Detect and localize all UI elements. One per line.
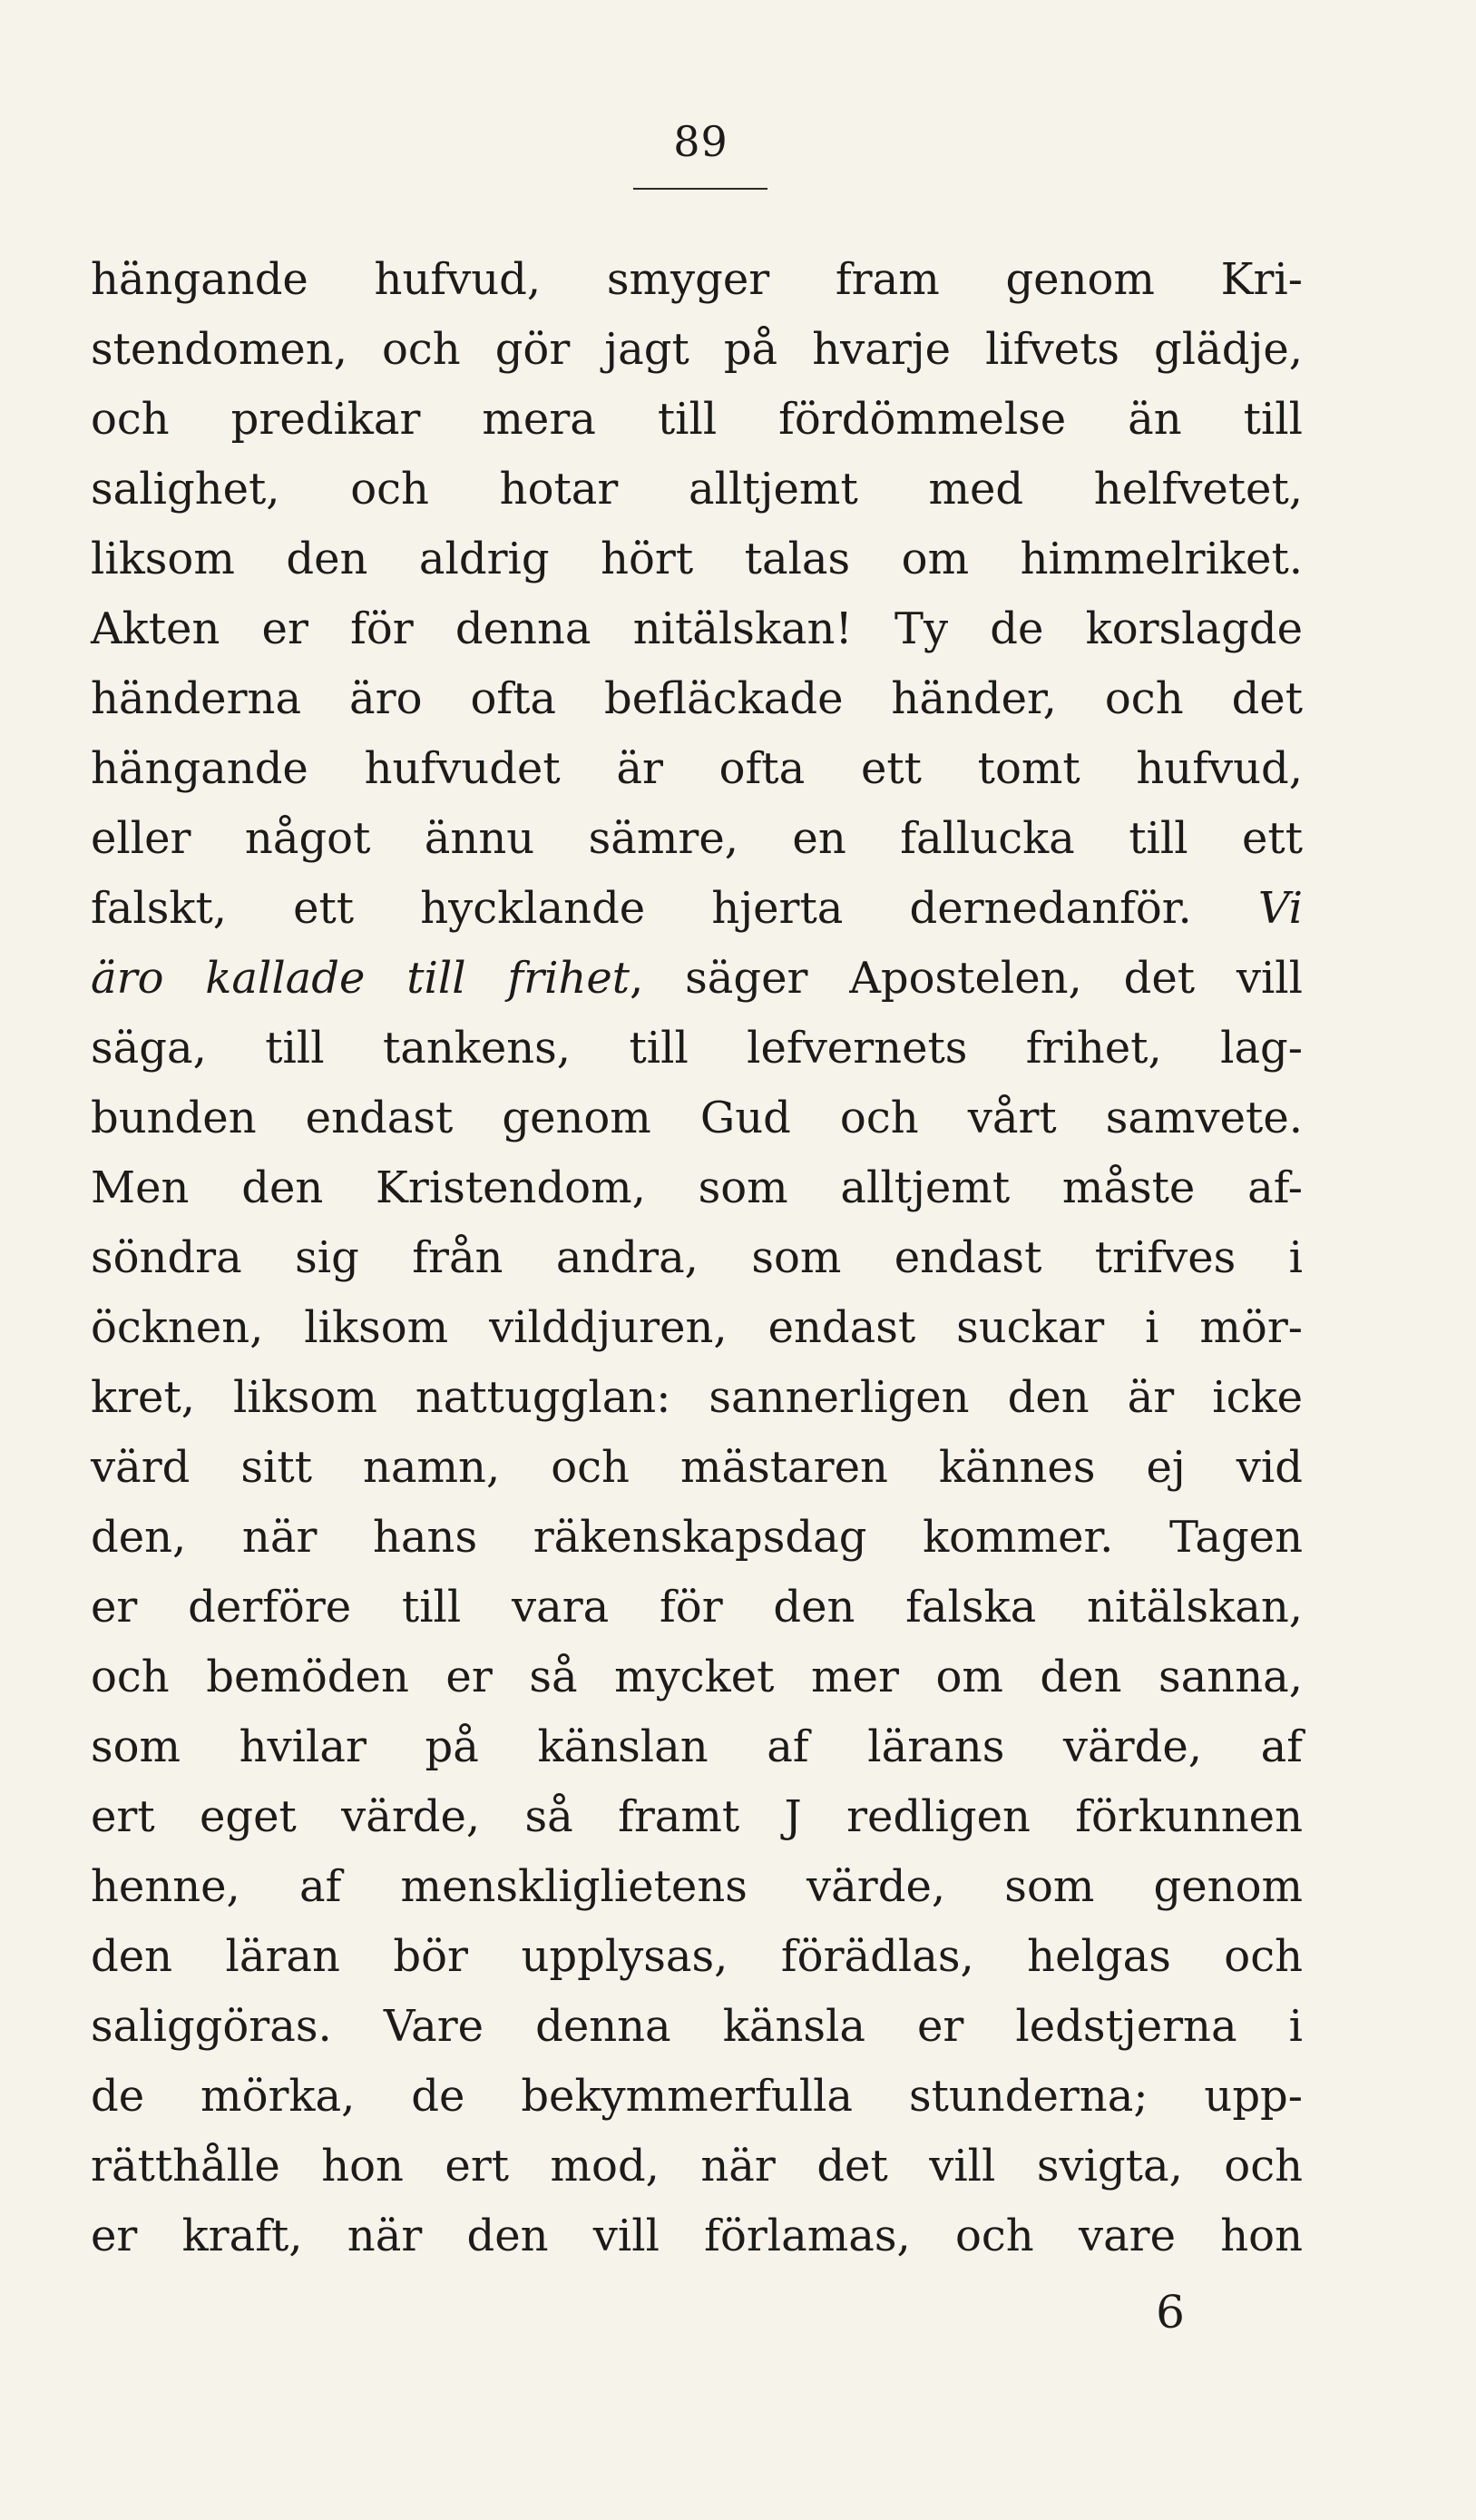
- text-segment: stendomen, och gör jagt på hvarje lifvets glädje,: [91, 324, 1303, 375]
- body-text: [91, 245, 1303, 2271]
- text-line: [91, 455, 1303, 525]
- text-line: [91, 1153, 1303, 1223]
- text-segment: er derföre till vara för den falska nitälskan,: [91, 1582, 1303, 1633]
- text-line: [91, 245, 1303, 315]
- text-line: [91, 1503, 1303, 1573]
- text-line: [91, 1922, 1303, 1992]
- text-segment: Akten er för denna nitälskan! Ty de korslagde: [91, 603, 1303, 654]
- text-line: [91, 1433, 1303, 1503]
- text-segment: saliggöras. Vare denna känsla er ledstjerna i: [91, 2001, 1303, 2052]
- text-segment: värd sitt namn, och mästaren kännes ej vid: [91, 1442, 1303, 1493]
- text-line: [91, 1782, 1303, 1852]
- text-segment: och bemöden er så mycket mer om den sanna,: [91, 1652, 1303, 1702]
- text-segment: hängande hufvudet är ofta ett tomt hufvud,: [91, 743, 1303, 794]
- text-segment: söndra sig från andra, som endast trifves i: [91, 1232, 1303, 1283]
- text-segment: Men den Kristendom, som alltjemt måste af-: [91, 1162, 1303, 1213]
- text-line: [91, 1852, 1303, 1922]
- text-segment: , säger Apostelen, det vill: [630, 953, 1303, 1004]
- signature-mark: 6: [1156, 2286, 1185, 2339]
- text-segment: eller något ännu sämre, en fallucka till ett: [91, 813, 1303, 864]
- text-line: [91, 2132, 1303, 2201]
- text-line: [91, 385, 1303, 455]
- text-segment: henne, af menskliglietens värde, som genom: [91, 1861, 1303, 1912]
- italic-text: Vi: [1257, 883, 1303, 934]
- text-segment: rätthålle hon ert mod, när det vill svigta, och: [91, 2141, 1303, 2192]
- text-segment: ert eget värde, så framt J redligen förkunnen: [91, 1791, 1303, 1842]
- text-line: [91, 1084, 1303, 1153]
- text-line: [91, 734, 1303, 804]
- text-line: [91, 1712, 1303, 1782]
- text-line: [91, 2062, 1303, 2132]
- text-line: [91, 1992, 1303, 2062]
- text-line: [91, 1293, 1303, 1363]
- text-line: [91, 315, 1303, 385]
- text-segment: er kraft, när den vill förlamas, och vare hon: [91, 2211, 1303, 2261]
- text-segment: de mörka, de bekymmerfulla stunderna; upp-: [91, 2071, 1303, 2122]
- text-line: [91, 664, 1303, 734]
- text-segment: salighet, och hotar alltjemt med helfvetet,: [91, 464, 1303, 515]
- text-segment: hängande hufvud, smyger fram genom Kri-: [91, 254, 1303, 305]
- text-segment: den läran bör upplysas, förädlas, helgas och: [91, 1931, 1303, 1982]
- text-line: [91, 804, 1303, 874]
- text-segment: säga, till tankens, till lefvernets frihet, lag-: [91, 1023, 1303, 1074]
- text-segment: händerna äro ofta befläckade händer, och det: [91, 673, 1303, 724]
- text-line: [91, 874, 1303, 944]
- text-segment: och predikar mera till fördömmelse än till: [91, 394, 1303, 445]
- italic-text: äro kallade till frihet: [91, 953, 630, 1004]
- header-rule: [633, 188, 767, 190]
- text-line: [91, 1573, 1303, 1642]
- text-segment: falskt, ett hycklande hjerta dernedanför.: [91, 883, 1258, 934]
- text-line: [91, 1642, 1303, 1712]
- text-line: [91, 1014, 1303, 1084]
- page-number: 89: [673, 117, 728, 166]
- text-segment: öcknen, liksom vilddjuren, endast suckar i mör-: [91, 1302, 1303, 1353]
- text-segment: bunden endast genom Gud och vårt samvete.: [91, 1093, 1303, 1143]
- text-line: [91, 1363, 1303, 1433]
- text-line: [91, 1223, 1303, 1293]
- text-segment: liksom den aldrig hört talas om himmelriket.: [91, 534, 1303, 584]
- text-line: [91, 594, 1303, 664]
- text-line: [91, 944, 1303, 1014]
- text-segment: den, när hans räkenskapsdag kommer. Tagen: [91, 1512, 1303, 1563]
- text-segment: kret, liksom nattugglan: sannerligen den är icke: [91, 1372, 1303, 1423]
- text-line: [91, 525, 1303, 594]
- text-line: [91, 2201, 1303, 2271]
- text-segment: som hvilar på känslan af lärans värde, af: [91, 1721, 1303, 1772]
